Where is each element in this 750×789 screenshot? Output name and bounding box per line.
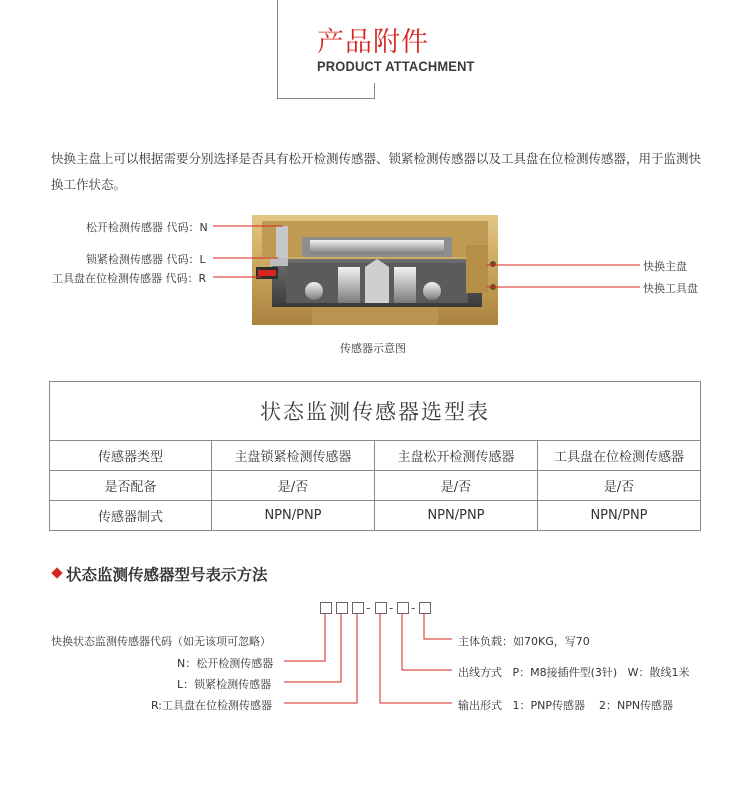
section-title: 状态监测传感器型号表示方法 <box>66 566 268 584</box>
table-header: 主盘松开检测传感器 <box>375 441 538 471</box>
label-sensor-n: 松开检测传感器 代码：N <box>86 221 208 234</box>
page-subtitle: PRODUCT ATTACHMENT <box>317 58 475 74</box>
code-dash: - <box>411 601 416 615</box>
table-row <box>50 471 701 501</box>
table-cell: NPN/PNP <box>538 501 701 531</box>
table-header: 主盘锁紧检测传感器 <box>212 441 375 471</box>
leader-cable <box>402 614 452 670</box>
code-item-n: N：松开检测传感器 <box>177 657 274 670</box>
label-master-plate: 快换主盘 <box>643 260 687 273</box>
table-cell: NPN/PNP <box>375 501 538 531</box>
table-row <box>50 501 701 531</box>
label-tool-plate: 快换工具盘 <box>643 282 698 295</box>
table-cell: 传感器制式 <box>50 501 212 531</box>
code-item-r: R:工具盘在位检测传感器 <box>151 699 273 712</box>
label-sensor-l: 锁紧检测传感器 代码：L <box>86 253 206 266</box>
table-cell: NPN/PNP <box>212 501 375 531</box>
table-title: 状态监测传感器选型表 <box>50 382 701 441</box>
table-cell: 是否配备 <box>50 471 212 501</box>
label-sensor-r: 工具盘在位检测传感器 代码：R <box>52 272 207 285</box>
section-diamond-icon <box>51 567 62 578</box>
code-item-output: 输出形式 1：PNP传感器 2：NPN传感器 <box>458 699 674 712</box>
table-cell: 是/否 <box>212 471 375 501</box>
code-item-load: 主体负载：如70KG，写70 <box>458 635 590 648</box>
table-header: 工具盘在位检测传感器 <box>538 441 701 471</box>
leader-output <box>380 614 452 703</box>
table-cell: 是/否 <box>538 471 701 501</box>
leader-n-code <box>284 614 325 661</box>
leader-r-code <box>284 614 357 703</box>
page-title: 产品附件 <box>317 27 429 58</box>
table-cell: 是/否 <box>375 471 538 501</box>
table-header-row <box>50 441 701 471</box>
code-dash: - <box>366 601 371 615</box>
code-dash: - <box>389 601 394 615</box>
leader-load <box>424 614 452 639</box>
intro-text: 快换主盘上可以根据需要分别选择是否具有松开检测传感器、锁紧检测传感器以及工具盘在位检测传感器，用于监测快换工作状态。 <box>51 151 702 192</box>
sensor-selection-table <box>49 381 699 531</box>
leader-l-code <box>284 614 341 682</box>
table-header: 传感器类型 <box>50 441 212 471</box>
code-item-l: L：锁紧检测传感器 <box>177 678 272 691</box>
diagram-caption: 传感器示意图 <box>340 342 406 355</box>
code-item-cable: 出线方式 P：M8接插件型(3针) W：散线1米 <box>458 666 690 679</box>
code-label: 快换状态监测传感器代码（如无该项可忽略） <box>51 635 271 648</box>
